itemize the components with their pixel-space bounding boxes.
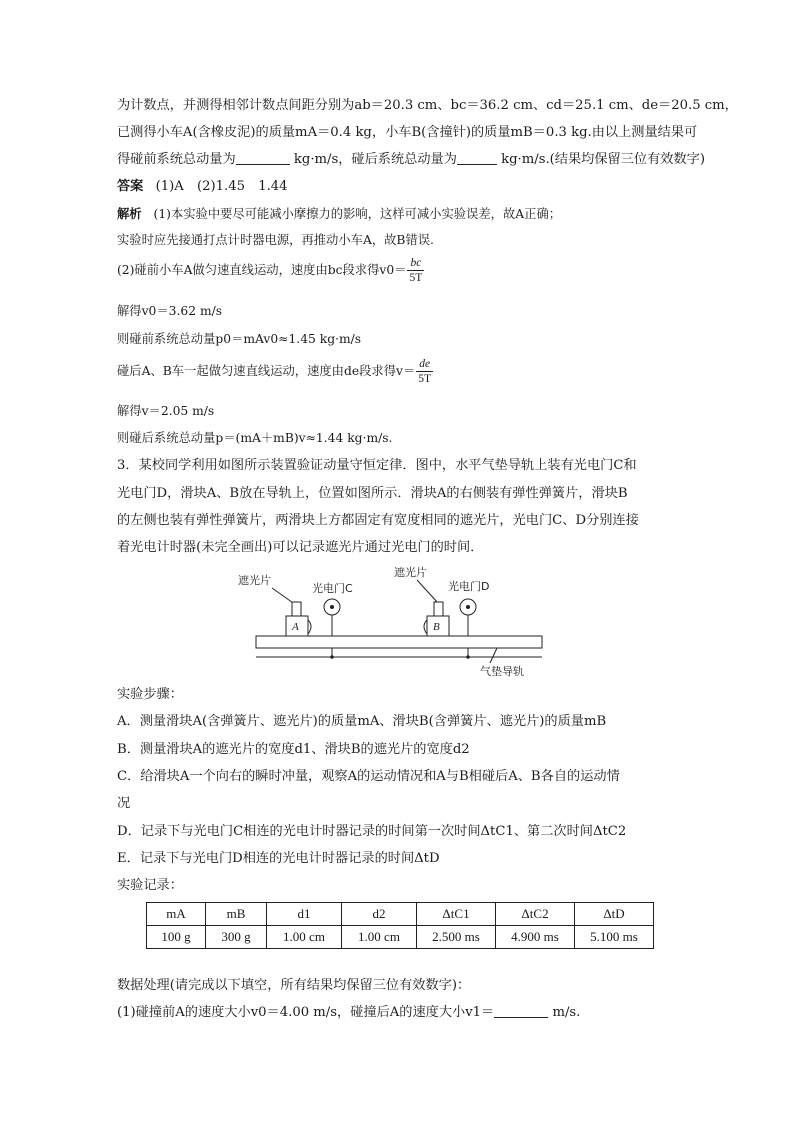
table-cell: 2.500 ms <box>417 926 496 949</box>
analysis-line-2: 实验时应先接通打点计时器电源，再推动小车A，故B错误. <box>117 233 434 247</box>
fraction-de-5t <box>416 357 433 386</box>
table-cell: 4.900 ms <box>496 926 575 949</box>
apparatus-figure <box>238 562 552 680</box>
answer-label: 答案 <box>117 179 144 194</box>
fraction-numerator: de <box>416 357 433 372</box>
gate-d-joint <box>466 655 470 659</box>
line3-part-b: kg·m/s，碰后系统总动量为 <box>293 152 457 167</box>
step-c-line-2: 况 <box>117 796 131 811</box>
table-header-row <box>147 903 654 926</box>
record-title: 实验记录： <box>117 878 183 893</box>
fraction-denominator: 5T <box>409 272 423 284</box>
apparatus-diagram <box>238 562 552 680</box>
table-cell: 1.00 cm <box>342 926 417 949</box>
table-header-cell: ΔtC2 <box>496 903 575 926</box>
answer-blank-2[interactable] <box>457 150 497 165</box>
line3-part-c: kg·m/s.(结果均保留三位有效数字) <box>501 152 706 167</box>
table-cell: 5.100 ms <box>575 926 654 949</box>
fraction-denominator: 5T <box>418 373 432 385</box>
slider-b-label: B <box>433 621 440 633</box>
step-b: B．测量滑块A的遮光片的宽度d1、滑块B的遮光片的宽度d2 <box>117 742 470 757</box>
gate-c-label: 光电门C <box>312 582 353 595</box>
table-header-cell: d2 <box>342 903 417 926</box>
answer-blank-v1[interactable] <box>494 1003 548 1018</box>
table-header-cell: ΔtD <box>575 903 654 926</box>
question-1 <box>117 999 580 1026</box>
prev-problem-line-3 <box>117 146 705 173</box>
analysis-line-4: 解得v0＝3.62 m/s <box>117 304 223 318</box>
question-1-unit: m/s. <box>552 1005 581 1020</box>
table-row <box>147 926 654 949</box>
analysis-text-6: 碰后A、B车一起做匀速直线运动，速度由de段求得v＝ <box>117 364 416 378</box>
analysis-line-7: 解得v＝2.05 m/s <box>117 404 215 418</box>
slider-a-label: A <box>292 621 299 633</box>
shade-plate-b <box>434 602 443 616</box>
data-title: 数据处理(请完成以下填空，所有结果均保留三位有效数字)： <box>117 978 471 993</box>
gate-c-joint <box>330 655 334 659</box>
table-header-cell: d1 <box>267 903 342 926</box>
table-cell: 300 g <box>206 926 267 949</box>
problem3-line-2: 光电门D，滑块A、B放在导轨上，位置如图所示．滑块A的右侧装有弹性弹簧片，滑块B <box>117 486 628 501</box>
analysis-label: 解析 <box>117 206 142 221</box>
shade-label-left: 遮光片 <box>238 574 271 587</box>
gate-c-dot <box>330 605 334 609</box>
table-header-cell: mA <box>147 903 206 926</box>
step-a: A．测量滑块A(含弹簧片、遮光片)的质量mA、滑块B(含弹簧片、遮光片)的质量mB <box>117 714 607 729</box>
answer-blank-1[interactable] <box>236 150 290 165</box>
step-c-line-1: C．给滑块A一个向右的瞬时冲量，观察A的运动情况和A与B相碰后A、B各自的运动情 <box>117 769 620 784</box>
analysis-line-8: 则碰后系统总动量p＝(mA＋mB)v≈1.44 kg·m/s. <box>117 431 393 445</box>
table-header-cell: ΔtC1 <box>417 903 496 926</box>
step-e: E．记录下与光电门D相连的光电计时器记录的时间ΔtD <box>117 851 440 866</box>
prev-problem-line-2: 已测得小车A(含橡皮泥)的质量mA＝0.4 kg，小车B(含撞针)的质量mB＝0.3 kg.由以上测量结果可 <box>117 125 698 140</box>
analysis-line-3 <box>117 256 424 285</box>
problem3-line-4: 着光电计时器(未完全画出)可以记录遮光片通过光电门的时间． <box>117 540 484 555</box>
air-track <box>256 636 542 648</box>
analysis-line-6 <box>117 357 433 386</box>
rail-pointer <box>490 648 497 663</box>
shade-label-right: 遮光片 <box>394 566 427 579</box>
problem3-line-1: 3．某校同学利用如图所示装置验证动量守恒定律．图中，水平气垫导轨上装有光电门C和 <box>117 458 637 473</box>
analysis-line-5: 则碰前系统总动量p0＝mAv0≈1.45 kg·m/s <box>117 332 362 346</box>
gate-d-dot <box>466 605 470 609</box>
prev-problem-line-1: 为计数点，并测得相邻计数点间距分别为ab＝20.3 cm、bc＝36.2 cm、cd＝25.1 cm、de＝20.5 cm， <box>117 98 738 113</box>
gate-d-label: 光电门D <box>448 580 490 593</box>
table-header-cell: mB <box>206 903 267 926</box>
answer-line <box>117 173 288 200</box>
shade-plate-a <box>292 602 301 616</box>
line3-part-a: 得碰前系统总动量为 <box>117 152 236 167</box>
table-cell: 100 g <box>147 926 206 949</box>
record-table <box>146 902 654 949</box>
question-1-text: (1)碰撞前A的速度大小v0＝4.00 m/s，碰撞后A的速度大小v1＝ <box>117 1005 495 1020</box>
fraction-bc-5t <box>407 256 424 285</box>
table-cell: 1.00 cm <box>267 926 342 949</box>
rail-label: 气垫导轨 <box>480 665 524 678</box>
fraction-numerator: bc <box>407 256 424 271</box>
answer-text: (1)A (2)1.45 1.44 <box>155 179 288 194</box>
step-d: D．记录下与光电门C相连的光电计时器记录的时间第一次时间ΔtC1、第二次时间ΔtC2 <box>117 824 627 839</box>
problem3-line-3: 的左侧也装有弹性弹簧片，两滑块上方都固定有宽度相同的遮光片，光电门C、D分别连接 <box>117 513 639 528</box>
shade-pointer-right <box>417 580 438 603</box>
analysis-line-1 <box>117 200 561 228</box>
analysis-text-3: (2)碰前小车A做匀速直线运动，速度由bc段求得v0＝ <box>117 263 407 277</box>
analysis-text-1: (1)本实验中要尽可能减小摩擦力的影响，这样可减小实验误差，故A正确； <box>153 207 562 221</box>
steps-title: 实验步骤： <box>117 687 183 702</box>
